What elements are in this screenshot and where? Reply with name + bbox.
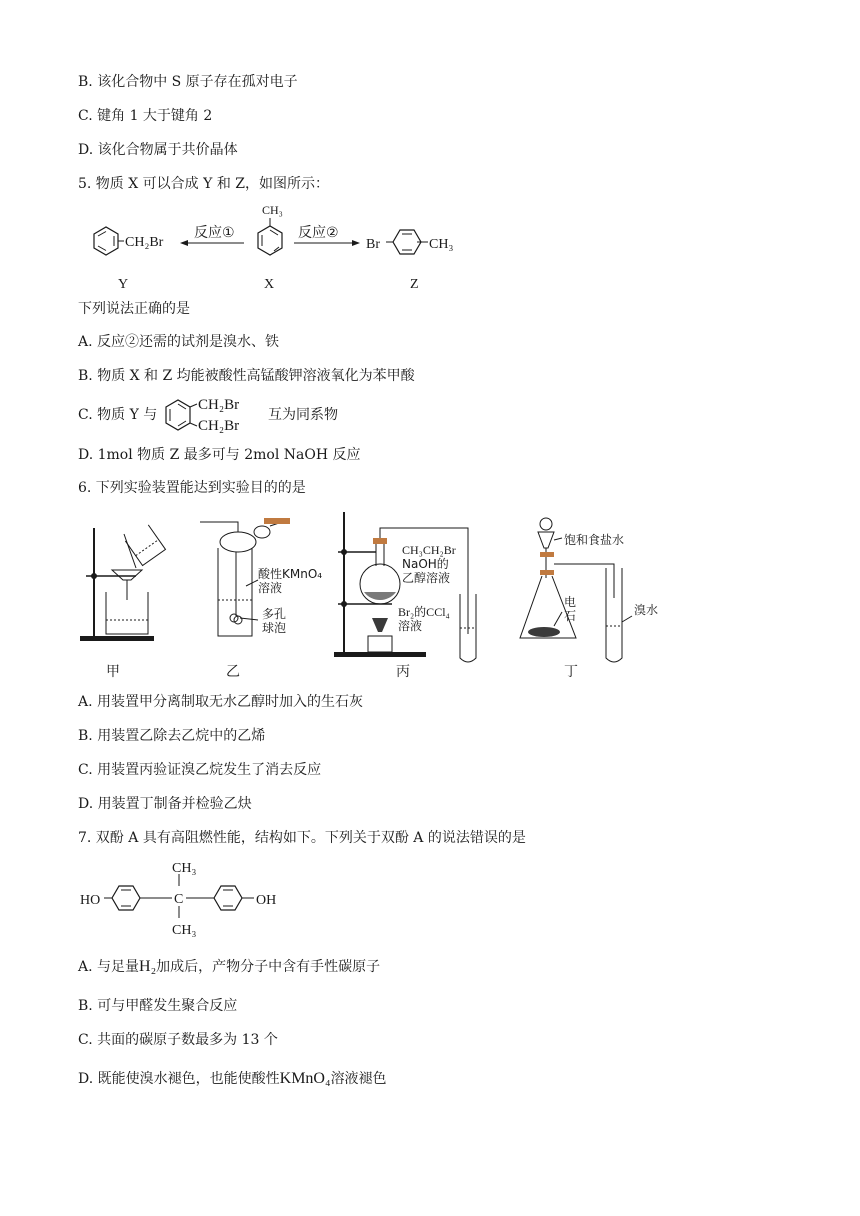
q5-reaction-scheme [76,196,496,298]
q5-option-b: B. 物质 X 和 Z 均能被酸性高锰酸钾溶液氧化为苯甲酸 [78,368,415,384]
option-c-ch2br-top: CH₂Br [198,397,240,413]
q7-option-d [78,1070,387,1088]
q5-option-c [78,406,157,424]
yi-porous-label: 多孔 [262,607,287,621]
bisphenol-a-structure [76,852,296,948]
q6-option-d: D. 用装置丁制备并检验乙炔 [78,796,252,812]
ding-brine-label: 饱和食盐水 [564,533,625,547]
option-c-ch2br-bottom: CH₂Br [198,418,240,434]
q4-option-d: D. 该化合物属于共价晶体 [78,142,238,158]
q7-option-a [78,958,380,976]
ch3-bottom: CH₃ [172,923,197,938]
q7-option-a-post: 加成后，产物分子中含有手性碳原子 [156,959,381,975]
q5-option-c-post: 互为同系物 [268,407,338,423]
q6-apparatus-figure [76,508,686,688]
q7-option-a-pre: A. 与足量 [78,959,140,975]
q6-option-a: A. 用装置甲分离制取无水乙醇时加入的生石灰 [78,694,364,710]
apparatus-bing [334,512,476,662]
z-br: Br [366,237,380,252]
caption-ding: 丁 [564,664,578,680]
ch3-top: CH₃ [172,861,197,876]
q6-stem: 6. 下列实验装置能达到实验目的的是 [78,480,306,496]
bing-naoh-label: NaOH的 [402,557,449,571]
caption-yi: 乙 [226,664,240,680]
central-carbon: C [174,892,184,907]
q4-option-b: B. 该化合物中 S 原子存在孤对电子 [78,74,298,90]
q5-prompt: 下列说法正确的是 [78,301,190,317]
q7-option-d-post: 溶液褪色 [330,1071,387,1087]
caption-jia: 甲 [106,664,120,680]
q5-option-d: D. 1mol 物质 Z 最多可与 2mol NaOH 反应 [78,447,361,463]
ding-carbide-label-1: 电 [564,595,577,609]
q7-stem: 7. 双酚 A 具有高阻燃性能，结构如下。下列关于双酚 A 的说法错误的是 [78,830,526,846]
q7-option-d-pre: D. 既能使溴水褪色，也能使酸性 [78,1071,280,1087]
apparatus-jia [80,525,165,641]
q6-option-c: C. 用装置丙验证溴乙烷发生了消去反应 [78,762,322,778]
q5-option-a: A. 反应②还需的试剂是溴水、铁 [78,334,280,350]
kmno4-formula: KMnO₄ [279,1070,331,1087]
bing-solution-label: 溶液 [398,619,423,633]
ho-group: HO [80,893,101,908]
bing-br2-ccl4-label: Br₂的CCl₄ [398,605,450,619]
yi-kmno4-label: 酸性KMnO₄ [258,567,323,581]
q6-option-b: B. 用装置乙除去乙烷中的乙烯 [78,728,266,744]
z-label: Z [410,277,419,292]
x-label: X [264,277,275,292]
reaction-2-label: 反应② [298,225,339,241]
x-methyl: CH₃ [262,203,283,217]
y-label: Y [118,277,129,292]
yi-solution-label: 溶液 [258,581,283,595]
z-methyl: CH₃ [429,237,454,252]
oh-group: OH [256,893,277,908]
yi-bubbler-label: 球泡 [262,621,287,635]
q5-stem: 5. 物质 X 可以合成 Y 和 Z，如图所示： [78,176,329,192]
reaction-1-label: 反应① [194,225,235,241]
ding-carbide-label-2: 石 [564,609,577,623]
ding-bromine-water-label: 溴水 [634,603,659,617]
q7-option-c: C. 共面的碳原子数最多为 13 个 [78,1032,278,1048]
q5-option-c-pre: C. 物质 Y 与 [78,407,158,423]
bing-ch3ch2br-label: CH₃CH₂Br [402,543,456,557]
y-ch2br: CH₂Br [125,235,164,250]
q4-option-c: C. 键角 1 大于键角 2 [78,108,213,124]
bing-ethanol-label: 乙醇溶液 [402,571,451,585]
q7-option-b: B. 可与甲醛发生聚合反应 [78,998,238,1014]
caption-bing: 丙 [396,664,410,680]
h2-formula: H₂ [139,958,157,975]
